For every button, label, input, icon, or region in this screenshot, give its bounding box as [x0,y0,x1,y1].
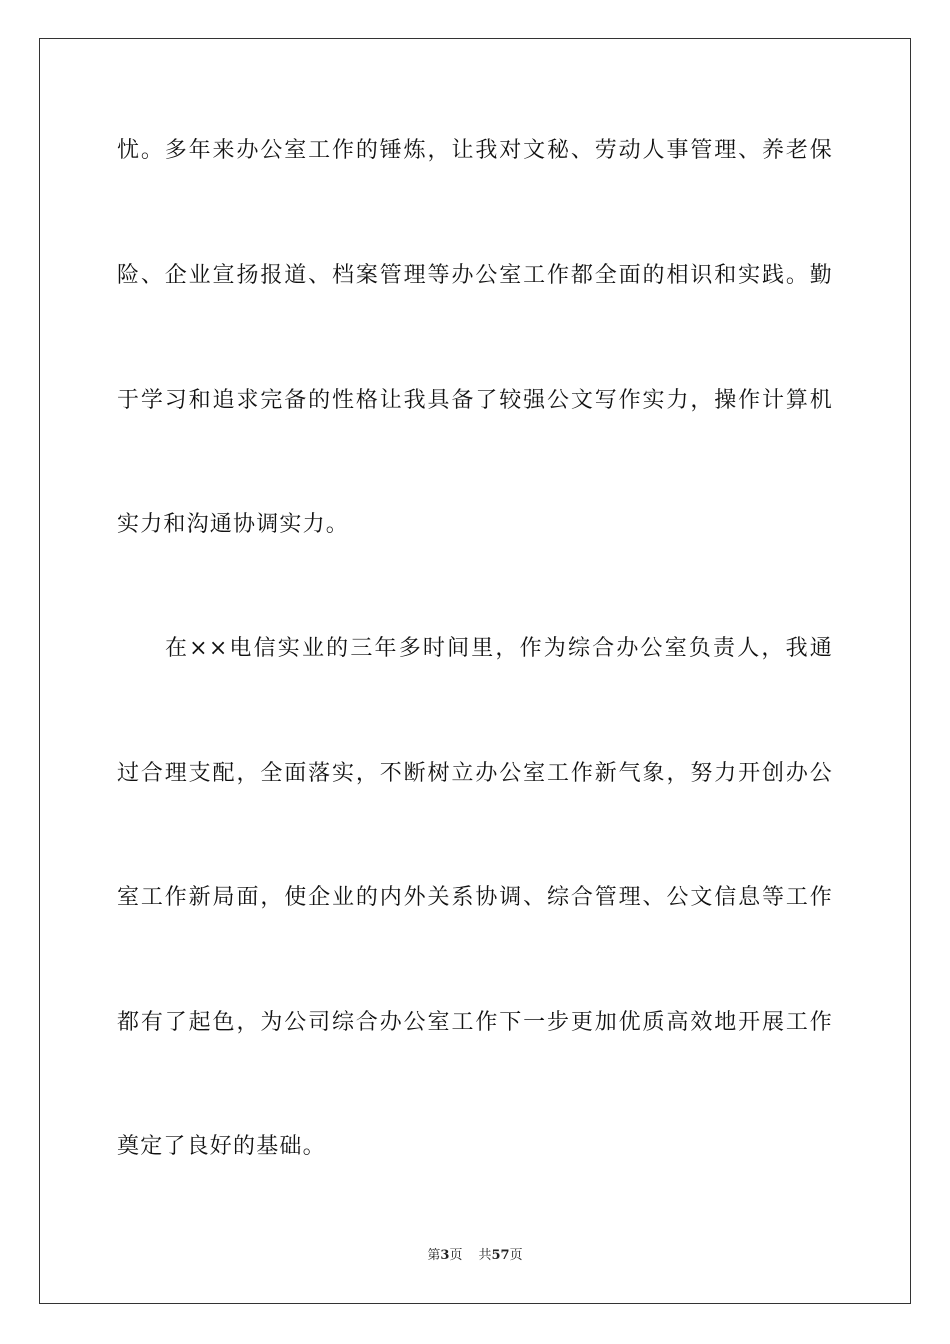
body-text-line: 奠定了良好的基础。 [117,1134,326,1159]
page-number: 3 [440,1248,450,1263]
total-pages: 57 [491,1248,510,1263]
page-footer [0,1248,950,1264]
body-text-line: 都有了起色，为公司综合办公室工作下一步更加优质高效地开展工作 [117,1010,833,1035]
page-prefix: 第 [427,1248,441,1263]
total-suffix: 页 [509,1248,523,1263]
paragraph-first-line: 在××电信实业的三年多时间里，作为综合办公室负责人，我通 [165,636,833,661]
page-suffix: 页 [449,1248,463,1263]
body-text-line: 实力和沟通协调实力。 [117,512,350,537]
body-text-line: 于学习和追求完备的性格让我具备了较强公文写作实力，操作计算机 [117,388,833,413]
body-text-line: 忧。多年来办公室工作的锤炼，让我对文秘、劳动人事管理、养老保 [117,138,833,163]
body-text-line: 险、企业宣扬报道、档案管理等办公室工作都全面的相识和实践。勤 [117,263,833,288]
body-text-line: 室工作新局面，使企业的内外关系协调、综合管理、公文信息等工作 [117,885,833,910]
total-prefix: 共 [478,1248,492,1263]
page-border [39,38,911,1304]
body-text-line: 过合理支配，全面落实，不断树立办公室工作新气象，努力开创办公 [117,761,833,786]
